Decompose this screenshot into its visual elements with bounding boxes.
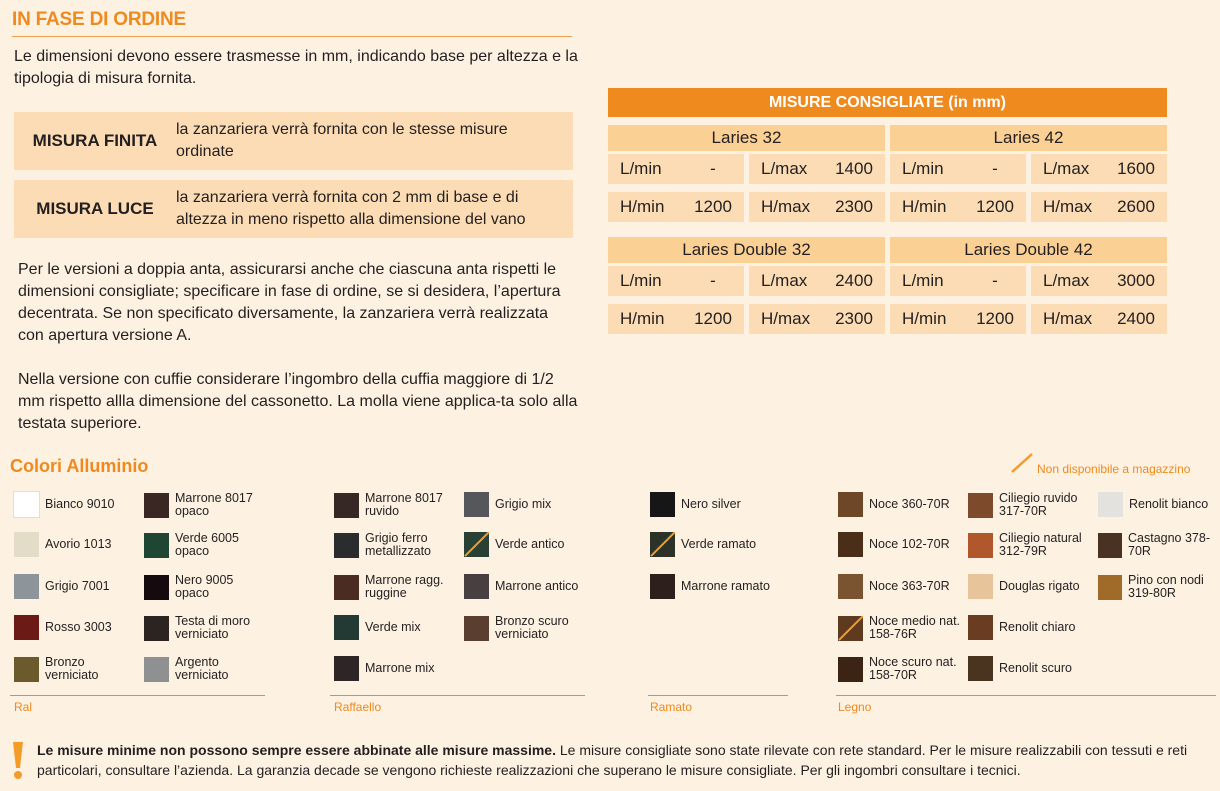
size-value: 3000 [1117,271,1155,290]
color-label: Douglas rigato [999,579,1080,593]
color-label: Argento verniciato [175,655,229,682]
size-key: H/min [620,309,665,328]
color-label: Noce 360-70R [869,497,950,511]
color-label: Castagno 378-70R [1128,531,1211,558]
color-label: Bronzo verniciato [45,655,99,682]
color-item [1098,574,1220,600]
title-divider [12,36,572,37]
size-key: L/min [902,271,944,290]
color-swatch [838,574,863,599]
color-item [838,492,950,517]
size-key: H/max [761,309,811,328]
color-swatch [650,532,675,557]
color-item [14,574,110,599]
product-header: Laries Double 32 [608,237,885,263]
color-swatch [838,532,863,557]
size-cell [890,266,1026,296]
color-item [14,532,112,557]
color-swatch [650,492,675,517]
color-label: Renolit scuro [999,661,1072,675]
color-swatch [334,493,359,518]
group-label: Ral [14,700,33,714]
size-key: L/min [902,159,944,178]
color-label: Noce medio nat. 158-76R [869,614,961,641]
footer-text: Le misure consigliate sono state rilevate con rete standard. Per le misure realizzabili con tessuti e reti particolari, consultare l’azienda. La garanzia decade se vengono richieste realizzazioni che superano le misure consigliate. Per gli ingombri consultare i tecnici. [37,742,1188,778]
size-value: 1400 [835,159,873,178]
color-label: Ciliegio ruvido 317-70R [999,491,1078,518]
color-label: Marrone ramato [681,579,770,593]
cuffie-paragraph: Nella versione con cuffie considerare l’ingombro della cuffia maggiore di 1/2 mm rispetto allla dimensione del cassonetto. La molla viene applica-ta solo alla testata superiore. [18,371,578,432]
color-item [334,574,457,600]
color-item [968,492,1091,518]
color-item [838,532,950,557]
size-value: 1600 [1117,159,1155,178]
color-swatch [334,615,359,640]
color-label: Pino con nodi 319-80R [1128,573,1204,600]
misura-label: MISURA FINITA [32,131,158,150]
color-item [334,492,457,518]
size-value: 1200 [976,197,1014,216]
size-cell [890,192,1026,222]
color-label: Verde ramato [681,537,757,551]
color-label: Noce scuro nat. 158-70R [869,655,957,682]
size-value: - [992,271,998,290]
color-item [464,492,551,517]
color-label: Ciliegio natural 312-79R [999,531,1082,558]
size-cell [890,154,1026,184]
size-key: L/max [1043,159,1090,178]
color-item [14,615,112,640]
color-swatch [144,616,169,641]
color-label: Renolit bianco [1129,497,1209,511]
color-swatch [464,492,489,517]
color-item [144,656,267,682]
group-label: Legno [838,700,872,714]
color-swatch [144,533,169,558]
color-swatch [14,492,39,517]
not-available-legend [1010,452,1190,474]
color-swatch [464,532,489,557]
color-item [464,574,578,599]
color-item [144,615,267,641]
size-value: - [992,159,998,178]
intro-text: Le dimensioni devono essere trasmesse in mm, indicando base per altezza e la tipologia di misura fornita. [14,48,578,87]
color-label: Avorio 1013 [45,537,112,551]
misura-label: MISURA LUCE [36,199,154,218]
size-value: 2300 [835,309,873,328]
color-swatch [968,574,993,599]
color-item [650,532,756,557]
exclamation-icon [10,740,26,780]
color-item [144,492,267,518]
color-swatch [650,574,675,599]
misure-consigliate-header: MISURE CONSIGLIATE (in mm) [608,88,1167,117]
color-swatch [1098,533,1122,558]
color-item [650,492,741,517]
product-header: Laries 42 [890,125,1167,151]
footer-bold: Le misure minime non possono sempre essere abbinate alle misure massime. [37,742,556,758]
color-label: Grigio 7001 [45,579,110,593]
color-item [968,615,1075,640]
color-item [838,574,950,599]
color-swatch [968,615,993,640]
size-cell [749,266,885,296]
color-item [838,615,961,641]
footer-note [37,740,1217,780]
color-swatch [334,533,359,558]
size-cell [1031,154,1167,184]
misura-luce-row [14,180,573,238]
color-item [464,615,587,641]
size-value: 2400 [1117,309,1155,328]
size-cell [608,304,744,334]
color-swatch [14,657,39,682]
color-label: Marrone 8017 ruvido [365,491,443,518]
size-value: 2600 [1117,197,1155,216]
section-title: IN FASE DI ORDINE [12,9,186,30]
size-cell [608,266,744,296]
color-swatch [334,575,359,600]
misura-text: la zanzariera verrà fornita con 2 mm di base e di altezza in meno rispetto alla dimensione del vano [176,189,526,228]
color-item [1098,532,1220,558]
color-item [334,532,457,558]
color-item [14,492,115,517]
color-swatch [14,574,39,599]
group-label: Ramato [650,700,693,714]
color-swatch [144,493,169,518]
color-item [334,656,434,681]
size-cell [608,192,744,222]
size-key: H/max [761,197,811,216]
color-item [464,532,565,557]
misura-text: la zanzariera verrà fornita con le stesse misure ordinate [176,121,508,160]
color-label: Renolit chiaro [999,620,1076,634]
color-item [968,532,1091,558]
size-value: - [710,159,716,178]
color-swatch [968,656,993,681]
size-cell [1031,192,1167,222]
color-swatch [464,574,489,599]
color-label: Nero 9005 opaco [175,573,234,600]
size-value: 2300 [835,197,873,216]
size-key: L/min [620,159,662,178]
size-value: 1200 [976,309,1014,328]
color-label: Marrone antico [495,579,579,593]
colori-title: Colori Alluminio [10,456,149,476]
size-key: H/min [620,197,665,216]
color-label: Grigio ferro metallizzato [365,531,431,558]
color-item [14,656,137,682]
color-item [968,656,1072,681]
color-label: Testa di moro verniciato [175,614,251,641]
color-item [1098,492,1208,517]
group-divider [648,695,788,696]
color-label: Verde antico [495,537,565,551]
size-cell [749,192,885,222]
color-swatch [464,616,489,641]
size-key: L/max [761,159,808,178]
color-label: Bronzo scuro verniciato [495,614,569,641]
group-divider [10,695,265,696]
color-swatch [14,532,39,557]
group-label: Raffaello [334,700,382,714]
color-swatch [838,492,863,517]
size-value: 1200 [694,309,732,328]
color-item [334,615,421,640]
color-swatch [968,533,993,558]
size-cell [890,304,1026,334]
color-label: Marrone ragg. ruggine [365,573,444,600]
color-label: Marrone mix [365,661,435,675]
size-cell [749,154,885,184]
color-swatch [1098,575,1122,600]
size-key: L/max [1043,271,1090,290]
group-divider [836,695,1216,696]
size-cell [1031,266,1167,296]
group-divider [330,695,585,696]
color-swatch [14,615,39,640]
size-key: L/min [620,271,662,290]
color-swatch [838,616,863,641]
color-label: Rosso 3003 [45,620,112,634]
color-item [968,574,1080,599]
product-header: Laries 32 [608,125,885,151]
color-label: Nero silver [681,497,741,511]
color-label: Verde mix [365,620,421,634]
size-key: L/max [761,271,808,290]
color-label: Verde 6005 opaco [175,531,239,558]
color-label: Bianco 9010 [45,497,115,511]
size-cell [1031,304,1167,334]
not-available-label: Non disponibile a magazzino [1037,462,1191,476]
color-swatch [144,575,169,600]
color-item [144,574,267,600]
color-label: Marrone 8017 opaco [175,491,253,518]
color-swatch [968,493,993,518]
color-label: Noce 102-70R [869,537,950,551]
color-item [838,656,961,682]
color-item [650,574,770,599]
double-anta-paragraph: Per le versioni a doppia anta, assicurarsi anche che ciascuna anta rispetti le dimensioni consigliate; specificare in fase di ordine, se si desidera, l’apertura decentrata. Se non specificato diversamente, la zanzariera verrà realizzata con apertura versione A. [18,261,561,344]
size-value: 1200 [694,197,732,216]
color-label: Noce 363-70R [869,579,950,593]
size-key: H/max [1043,197,1093,216]
size-key: H/max [1043,309,1093,328]
size-key: H/min [902,197,947,216]
size-cell [749,304,885,334]
size-key: H/min [902,309,947,328]
misura-finita-row [14,112,573,170]
size-cell [608,154,744,184]
product-header: Laries Double 42 [890,237,1167,263]
color-label: Grigio mix [495,497,552,511]
color-swatch [144,657,169,682]
size-value: 2400 [835,271,873,290]
color-swatch [1098,492,1123,517]
color-item [144,532,267,558]
color-swatch [838,657,863,682]
slash-icon [1010,452,1034,474]
size-value: - [710,271,716,290]
color-swatch [334,656,359,681]
